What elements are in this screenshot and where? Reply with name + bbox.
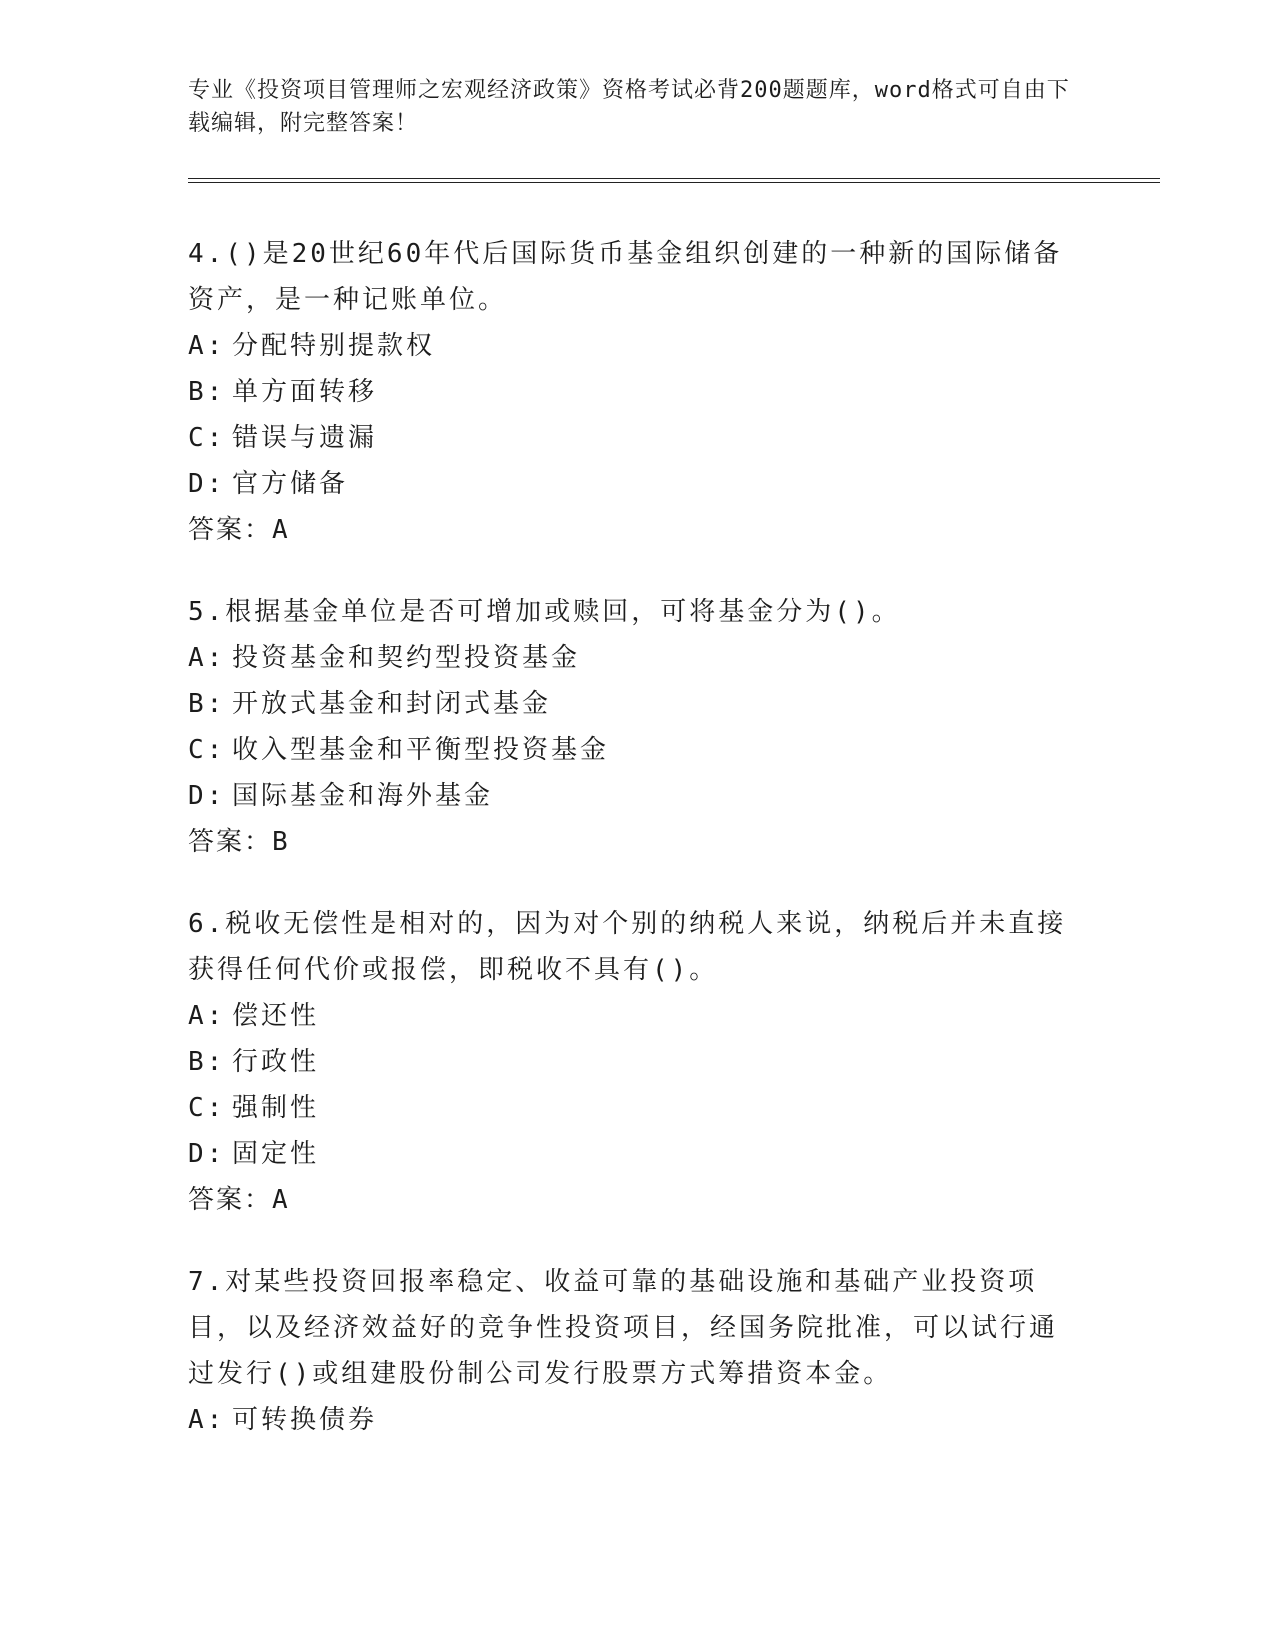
option-letter: D: [188, 781, 226, 811]
option-c [188, 727, 1068, 773]
question-stem: 6.税收无偿性是相对的，因为对个别的纳税人来说，纳税后并未直接获得任何代价或报偿，即税收不具有()。 [188, 909, 1067, 985]
question-6 [188, 901, 1068, 1223]
option-a [188, 635, 1068, 681]
option-a [188, 323, 1068, 369]
question-stem: 4.()是20世纪60年代后国际货币基金组织创建的一种新的国际储备资产，是一种记账单位。 [188, 239, 1063, 315]
answer-line [188, 819, 1068, 865]
option-b [188, 369, 1068, 415]
answer-value: B [272, 827, 290, 857]
answer-line [188, 507, 1068, 553]
option-a [188, 993, 1068, 1039]
question-stem: 7.对某些投资回报率稳定、收益可靠的基础设施和基础产业投资项目，以及经济效益好的竞争性投资项目，经国务院批准，可以试行通过发行()或组建股份制公司发行股票方式筹措资本金。 [188, 1267, 1059, 1389]
option-letter: D: [188, 1139, 226, 1169]
question-5 [188, 589, 1068, 865]
option-text: 分配特别提款权 [232, 331, 436, 361]
answer-label: 答案： [188, 827, 273, 857]
option-letter: C: [188, 735, 226, 765]
option-letter: A: [188, 1001, 226, 1031]
option-letter: A: [188, 643, 226, 673]
option-text: 可转换债券 [232, 1405, 378, 1435]
option-letter: A: [188, 331, 226, 361]
option-b [188, 681, 1068, 727]
answer-value: A [272, 515, 290, 545]
option-d [188, 461, 1068, 507]
option-text: 错误与遗漏 [232, 423, 378, 453]
option-letter: D: [188, 469, 226, 499]
option-letter: A: [188, 1405, 226, 1435]
option-text: 偿还性 [232, 1001, 320, 1031]
option-letter: B: [188, 377, 226, 407]
answer-line [188, 1177, 1068, 1223]
answer-value: A [272, 1185, 290, 1215]
option-text: 开放式基金和封闭式基金 [232, 689, 552, 719]
question-7 [188, 1259, 1068, 1443]
question-4 [188, 231, 1068, 553]
option-text: 单方面转移 [232, 377, 378, 407]
option-c [188, 1085, 1068, 1131]
option-text: 行政性 [232, 1047, 320, 1077]
question-stem: 5.根据基金单位是否可增加或赎回，可将基金分为()。 [188, 597, 901, 627]
option-letter: C: [188, 423, 226, 453]
option-c [188, 415, 1068, 461]
answer-label: 答案： [188, 1185, 273, 1215]
answer-label: 答案： [188, 515, 273, 545]
option-text: 国际基金和海外基金 [232, 781, 494, 811]
option-text: 投资基金和契约型投资基金 [232, 643, 581, 673]
option-d [188, 1131, 1068, 1177]
header-intro-text: 专业《投资项目管理师之宏观经济政策》资格考试必背200题题库，word格式可自由下载编辑，附完整答案！ [188, 78, 1070, 136]
document-header [188, 74, 1088, 140]
question-list [188, 231, 1068, 1479]
option-letter: C: [188, 1093, 226, 1123]
option-letter: B: [188, 1047, 226, 1077]
option-text: 固定性 [232, 1139, 320, 1169]
option-text: 收入型基金和平衡型投资基金 [232, 735, 610, 765]
option-text: 官方储备 [232, 469, 349, 499]
option-text: 强制性 [232, 1093, 320, 1123]
option-d [188, 773, 1068, 819]
option-a [188, 1397, 1068, 1443]
option-b [188, 1039, 1068, 1085]
header-divider [188, 178, 1160, 183]
option-letter: B: [188, 689, 226, 719]
